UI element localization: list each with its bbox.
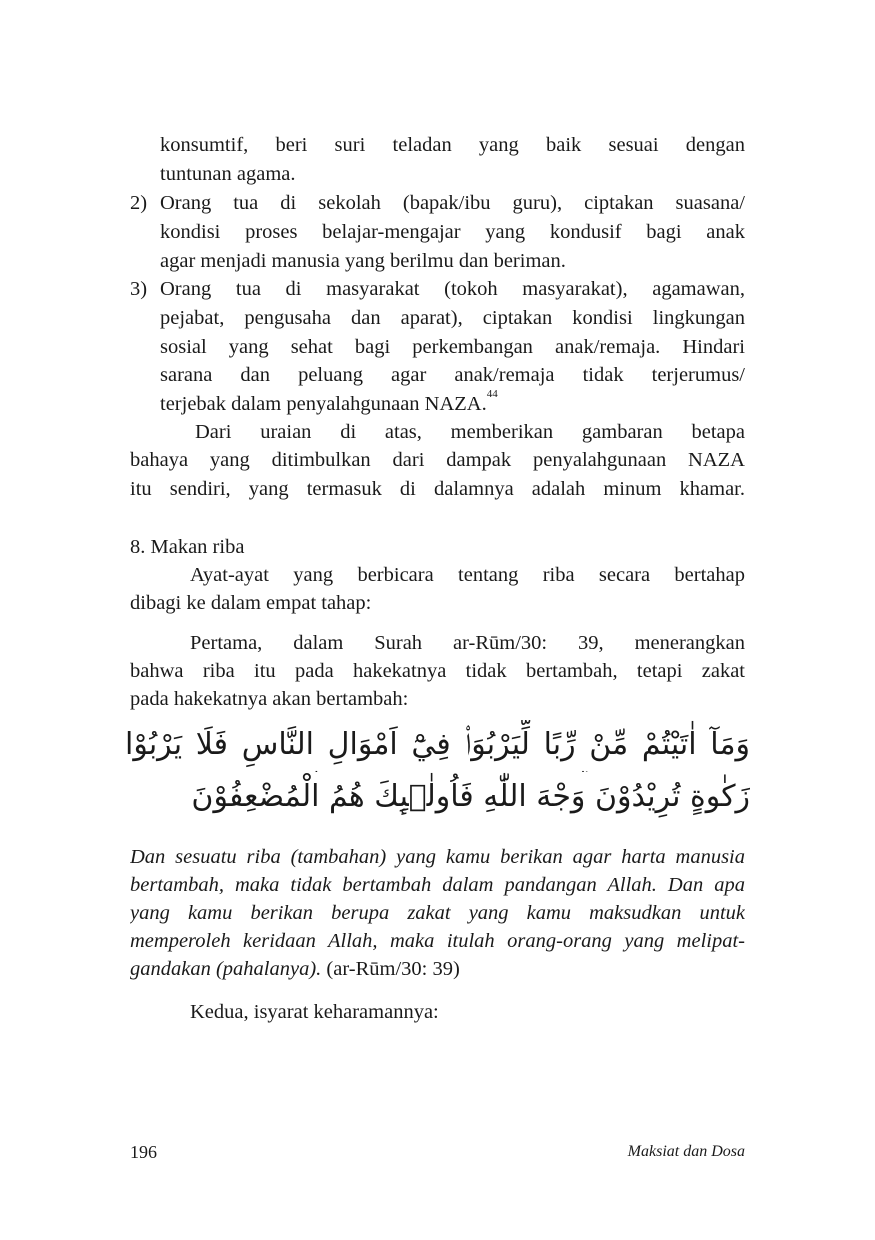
list-item-line: Orang tua di sekolah (bapak/ibu guru), ciptakan suasana/: [160, 192, 745, 214]
paragraph-line: bahwa riba itu pada hakekatnya tidak bertambah, tetapi zakat: [130, 660, 745, 682]
list-item-line: agar menjadi manusia yang berilmu dan beriman.: [160, 250, 566, 272]
paragraph-line: bahaya yang ditimbulkan dari dampak penyalahgunaan NAZA: [130, 449, 745, 471]
list-item-line: Orang tua di masyarakat (tokoh masyarakat), agamawan,: [160, 278, 745, 300]
verse-reference: (ar-Rūm/30: 39): [326, 958, 460, 980]
list-item-line: [160, 389, 498, 419]
list-item-line: kondisi proses belajar-mengajar yang kondusif bagi anak: [160, 221, 745, 243]
list-item-line: sarana dan peluang agar anak/remaja tidak terjerumus/: [160, 364, 745, 386]
translation-line: memperoleh keridaan Allah, maka itulah orang-orang yang melipat-: [130, 930, 745, 952]
list-number: 2): [130, 192, 148, 214]
paragraph-line: Dari uraian di atas, memberikan gambaran betapa: [195, 421, 745, 443]
translation-line: [130, 954, 460, 984]
section-heading: 8. Makan riba: [130, 536, 245, 558]
list-item-line: pejabat, pengusaha dan aparat), ciptakan kondisi lingkungan: [160, 307, 745, 329]
translation-line: yang kamu berikan berupa zakat yang kamu maksudkan untuk: [130, 902, 745, 924]
body-text-line: tuntunan agama.: [160, 163, 296, 185]
running-title: Maksiat dan Dosa: [627, 1143, 745, 1160]
translation-line: bertambah, maka tidak bertambah dalam pandangan Allah. Dan apa: [130, 874, 745, 896]
footnote-marker: 44: [486, 388, 498, 400]
page-number: 196: [130, 1142, 157, 1162]
translation-line: Dan sesuatu riba (tambahan) yang kamu berikan agar harta manusia: [130, 846, 745, 868]
paragraph-line: Kedua, isyarat keharamannya:: [190, 1001, 439, 1023]
translation-text: gandakan (pahalanya).: [130, 958, 322, 980]
arabic-verse-line: زَكٰوةٍ تُرِيْدُوْنَ وَجْهَ اللّٰهِ فَاُولٰۤىِٕكَ هُمُ الْمُضْعِفُوْنَ: [191, 779, 750, 814]
list-item-line: sosial yang sehat bagi perkembangan anak/remaja. Hindari: [160, 336, 745, 358]
paragraph-line: Pertama, dalam Surah ar-Rūm/30: 39, menerangkan: [190, 632, 745, 654]
paragraph-line: itu sendiri, yang termasuk di dalamnya adalah minum khamar.: [130, 478, 745, 500]
list-number: 3): [130, 278, 148, 300]
list-item-text: terjebak dalam penyalahgunaan NAZA.: [160, 393, 487, 415]
paragraph-line: Ayat-ayat yang berbicara tentang riba secara bertahap: [190, 564, 745, 586]
paragraph-line: dibagi ke dalam empat tahap:: [130, 592, 372, 614]
body-text-line: konsumtif, beri suri teladan yang baik sesuai dengan: [160, 134, 745, 156]
arabic-verse-line: وَمَآ اٰتَيْتُمْ مِّنْ رِّبًا لِّيَرْبُوَا۟ فِيْٓ اَمْوَالِ النَّاسِ فَلَا يَرْبُوْا: [125, 727, 750, 762]
paragraph-line: pada hakekatnya akan bertambah:: [130, 688, 409, 710]
